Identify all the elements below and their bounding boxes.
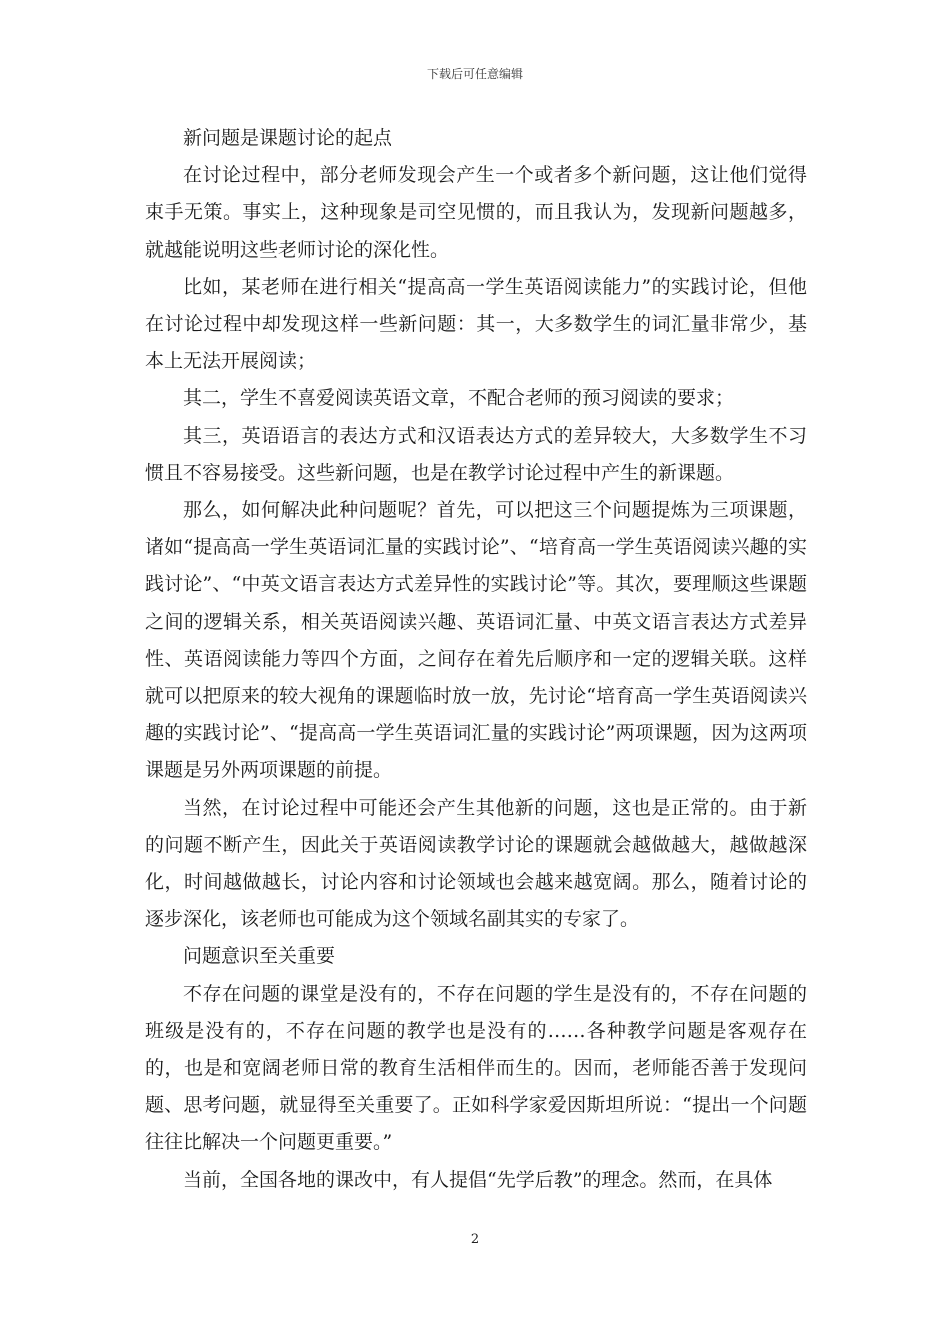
page-header: 下载后可任意编辑 bbox=[426, 67, 523, 81]
paragraph: 那么，如何解决此种问题呢？首先，可以把这三个问题提炼为三项课题，诸如“提高高一学生英语词汇量的实践讨论”、“培育高一学生英语阅读兴趣的实践讨论”、“中英文语言表达方式差异性的实践讨论”等。其次，要理顺这些课题之间的逻辑关系，相关英语阅读兴趣、英语词汇量、中英文语言表达方式差异性、英语阅读能力等四个方面，之间存在着先后顺序和一定的逻辑关联。这样就可以把原来的较大视角的课题临时放一放，先讨论“培育高一学生英语阅读兴趣的实践讨论”、“提高高一学生英语词汇量的实践讨论”两项课题，因为这两项课题是另外两项课题的前提。 bbox=[145, 499, 807, 782]
paragraph: 不存在问题的课堂是没有的，不存在问题的学生是没有的，不存在问题的班级是没有的，不存在问题的教学也是没有的……各种教学问题是客观存在的，也是和宽阔老师日常的教育生活相伴而生的。因而，老师能否善于发现问题、思考问题，就显得至关重要了。正如科学家爱因斯坦所说：“提出一个问题往往比解决一个问题更重要。” bbox=[145, 982, 807, 1154]
paragraph: 其二，学生不喜爱阅读英语文章，不配合老师的预习阅读的要求； bbox=[183, 387, 735, 410]
paragraph: 比如，某老师在进行相关“提高高一学生英语阅读能力”的实践讨论，但他在讨论过程中却发现这样一些新问题：其一，大多数学生的词汇量非常少，基本上无法开展阅读； bbox=[145, 275, 807, 373]
document-body bbox=[145, 120, 807, 1199]
section-heading: 新问题是课题讨论的起点 bbox=[183, 127, 393, 149]
paragraph: 在讨论过程中，部分老师发现会产生一个或者多个新问题，这让他们觉得束手无策。事实上，这种现象是司空见惯的，而且我认为，发现新问题越多，就越能说明这些老师讨论的深化性。 bbox=[145, 164, 807, 261]
page-number: 2 bbox=[470, 1232, 480, 1247]
paragraph: 其三，英语语言的表达方式和汉语表达方式的差异较大，大多数学生不习惯且不容易接受。这些新问题，也是在教学讨论过程中产生的新课题。 bbox=[145, 424, 807, 484]
paragraph: 当前，全国各地的课改中，有人提倡“先学后教”的理念。然而，在具体 bbox=[183, 1168, 773, 1191]
paragraph: 当然，在讨论过程中可能还会产生其他新的问题，这也是正常的。由于新的问题不断产生，因此关于英语阅读教学讨论的课题就会越做越大，越做越深化，时间越做越长，讨论内容和讨论领域也会越来越宽阔。那么，随着讨论的逐步深化，该老师也可能成为这个领域名副其实的专家了。 bbox=[145, 796, 807, 931]
section-heading: 问题意识至关重要 bbox=[183, 945, 336, 968]
